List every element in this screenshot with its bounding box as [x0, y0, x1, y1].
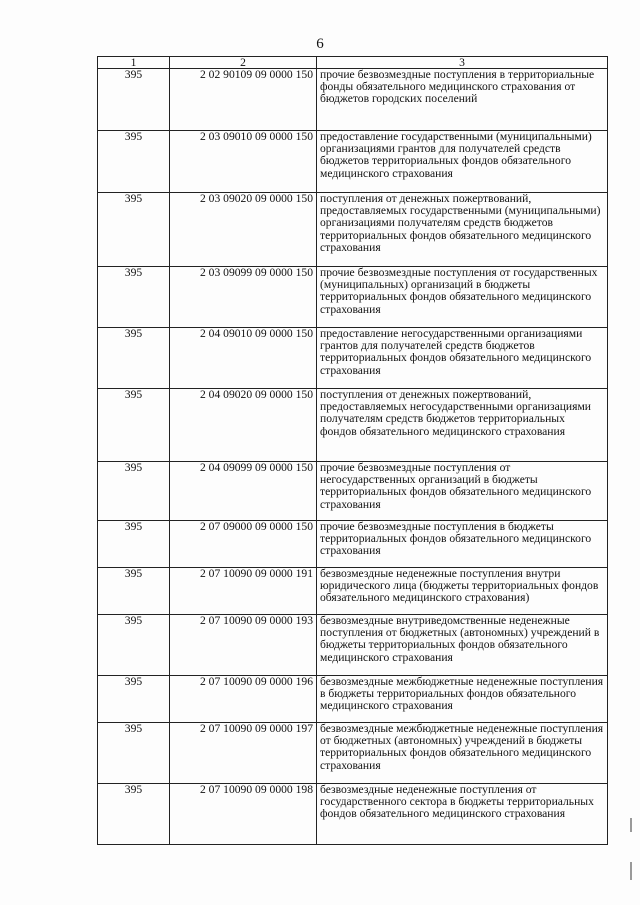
table-header-row	[98, 57, 608, 69]
budget-code-cell: 2 04 09020 09 0000 150	[170, 389, 317, 462]
admin-code-cell: 395	[98, 267, 170, 328]
description-cell: безвозмездные межбюджетные неденежные поступления от бюджетных (автономных) учреждений в бюджеты территориальных фондов обязательного медицинского страхования	[317, 723, 608, 784]
budget-code-cell: 2 04 09099 09 0000 150	[170, 462, 317, 521]
description-cell: прочие безвозмездные поступления от негосударственных организаций в бюджеты территориальных фондов обязательного медицинского страхования	[317, 462, 608, 521]
description-cell: прочие безвозмездные поступления в территориальные фонды обязательного медицинского страхования от бюджетов городских поселений	[317, 69, 608, 131]
table-row	[98, 462, 608, 521]
table-row	[98, 131, 608, 193]
table-row	[98, 615, 608, 676]
description-cell: прочие безвозмездные поступления в бюджеты территориальных фондов обязательного медицинского страхования	[317, 521, 608, 568]
budget-code-cell: 2 07 10090 09 0000 193	[170, 615, 317, 676]
description-cell: прочие безвозмездные поступления от государственных (муниципальных) организаций в бюджеты территориальных фондов обязательного медицинского страхования	[317, 267, 608, 328]
admin-code-cell: 395	[98, 69, 170, 131]
scan-edge-mark	[630, 862, 632, 880]
description-cell: предоставление негосударственными организациями грантов для получателей средств бюджетов территориальных фондов обязательного медицинского страхования	[317, 328, 608, 389]
table-row	[98, 784, 608, 845]
budget-code-cell: 2 07 10090 09 0000 197	[170, 723, 317, 784]
admin-code-cell: 395	[98, 676, 170, 723]
table-row	[98, 723, 608, 784]
budget-code-cell: 2 07 10090 09 0000 196	[170, 676, 317, 723]
description-cell: поступления от денежных пожертвований, предоставляемых государственными (муниципальными) организациями получателям средств бюджетов территориальных фондов обязательного медицинского страхования	[317, 193, 608, 267]
admin-code-cell: 395	[98, 131, 170, 193]
admin-code-cell: 395	[98, 615, 170, 676]
column-header: 1	[98, 57, 170, 69]
table-row	[98, 193, 608, 267]
budget-code-cell: 2 07 10090 09 0000 198	[170, 784, 317, 845]
scan-edge-mark	[630, 818, 632, 832]
budget-codes-table	[97, 56, 608, 845]
description-cell: предоставление государственными (муниципальными) организациями грантов для получателей средств бюджетов территориальных фондов обязательного медицинского страхования	[317, 131, 608, 193]
admin-code-cell: 395	[98, 193, 170, 267]
column-header: 3	[317, 57, 608, 69]
description-cell: поступления от денежных пожертвований, предоставляемых негосударственными организациями получателям средств бюджетов территориальных фондов обязательного медицинского страхования	[317, 389, 608, 462]
admin-code-cell: 395	[98, 784, 170, 845]
budget-code-cell: 2 03 09010 09 0000 150	[170, 131, 317, 193]
table-row	[98, 521, 608, 568]
table-row	[98, 267, 608, 328]
description-cell: безвозмездные межбюджетные неденежные поступления в бюджеты территориальных фондов обязательного медицинского страхования	[317, 676, 608, 723]
description-cell: безвозмездные внутриведомственные неденежные поступления от бюджетных (автономных) учреждений в бюджеты территориальных фондов обязательного медицинского страхования	[317, 615, 608, 676]
budget-code-cell: 2 02 90109 09 0000 150	[170, 69, 317, 131]
budget-code-cell: 2 04 09010 09 0000 150	[170, 328, 317, 389]
table-row	[98, 676, 608, 723]
table-row	[98, 69, 608, 131]
page-number: 6	[316, 36, 324, 52]
admin-code-cell: 395	[98, 521, 170, 568]
budget-code-cell: 2 03 09099 09 0000 150	[170, 267, 317, 328]
table-row	[98, 568, 608, 615]
admin-code-cell: 395	[98, 462, 170, 521]
budget-code-cell: 2 03 09020 09 0000 150	[170, 193, 317, 267]
admin-code-cell: 395	[98, 389, 170, 462]
table-row	[98, 328, 608, 389]
budget-code-cell: 2 07 10090 09 0000 191	[170, 568, 317, 615]
admin-code-cell: 395	[98, 723, 170, 784]
admin-code-cell: 395	[98, 568, 170, 615]
column-header: 2	[170, 57, 317, 69]
admin-code-cell: 395	[98, 328, 170, 389]
table-row	[98, 389, 608, 462]
budget-code-cell: 2 07 09000 09 0000 150	[170, 521, 317, 568]
description-cell: безвозмездные неденежные поступления внутри юридического лица (бюджеты территориальных фондов обязательного медицинского страхования)	[317, 568, 608, 615]
description-cell: безвозмездные неденежные поступления от государственного сектора в бюджеты территориальных фондов обязательного медицинского страхования	[317, 784, 608, 845]
